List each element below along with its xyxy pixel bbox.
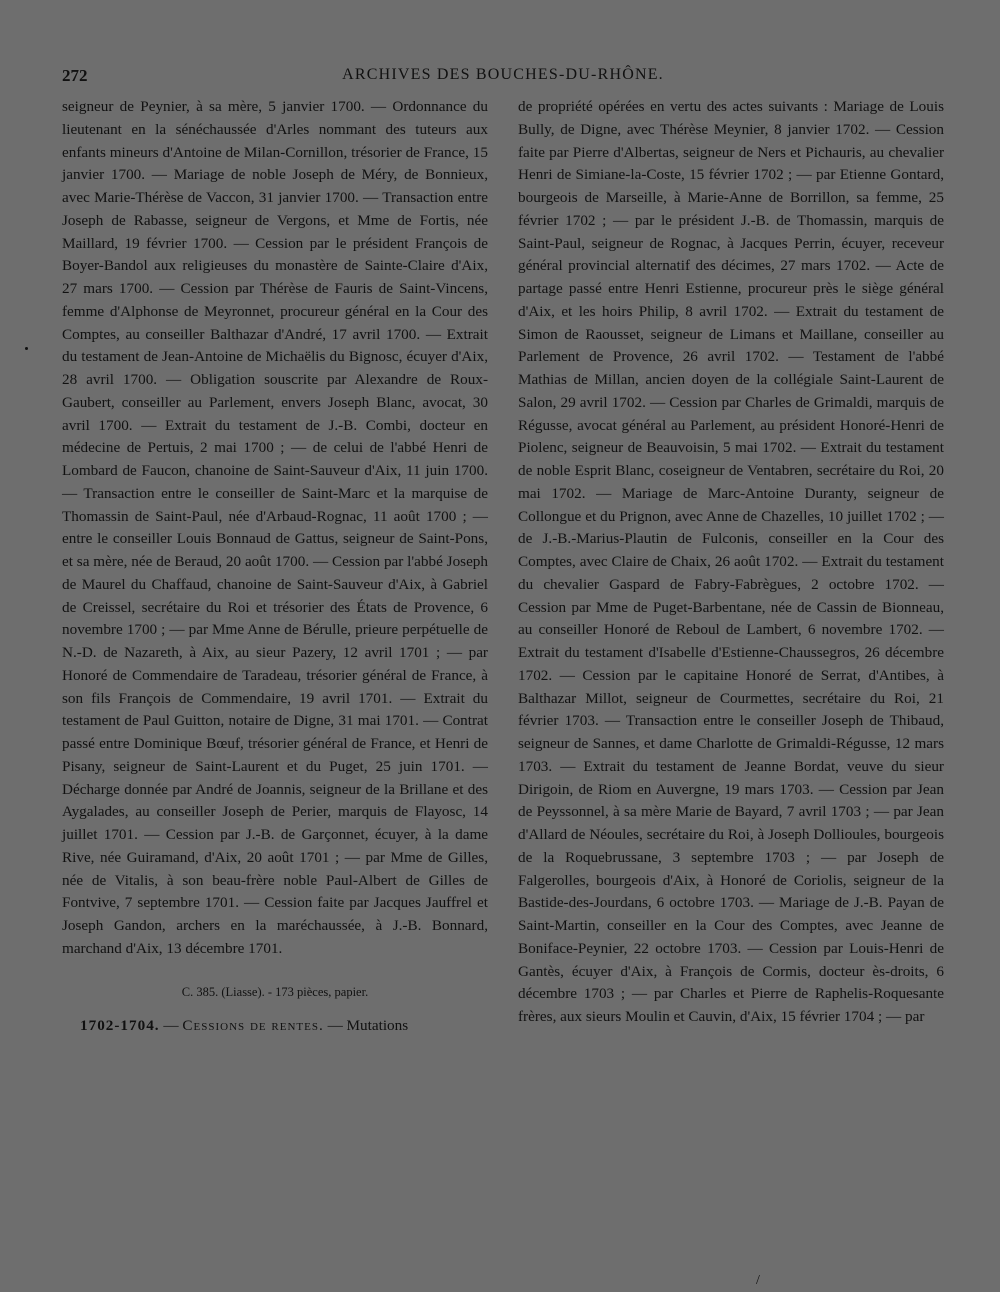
call-number: C. 385. (Liasse). - 173 pièces, papier. (181, 984, 369, 999)
page-header (62, 66, 944, 92)
margin-dot-mark (25, 347, 28, 350)
left-column-body: seigneur de Peynier, à sa mère, 5 janvier 1700. — Ordonnance du lieutenant en la sénéchaussée d'Arles nommant des tuteurs aux enfants mineurs d'Antoine de Milan-Cornillon, trésorier de France, 15 janvier 1700. — Mariage de noble Joseph de Méry, de Bonnieux, avec Marie-Thérèse de Vaccon, 31 janvier 1700. — Transaction entre Joseph de Rabasse, seigneur de Vergons, et Mme de Fortis, née Maillard, 19 février 1700. — Cession par le président François de Boyer-Bandol aux religieuses du monastère de Sainte-Claire d'Aix, 27 mars 1700. — Cession par Thérèse de Fauris de Saint-Vincens, femme d'Alphonse de Meyronnet, procureur général en la Cour des Comptes, au conseiller Balthazar d'André, 17 avril 1700. — Extrait du testament de Jean-Antoine de Michaëlis du Bignosc, écuyer d'Aix, 28 avril 1700. — Obligation souscrite par Alexandre de Roux-Gaubert, conseiller au Parlement, envers Joseph Blanc, avocat, 30 avril 1700. — Extrait du testament de J.-B. Combi, docteur en médecine de Pertuis, 2 mai 1700 ; — de celui de l'abbé Henri de Lombard de Faucon, chanoine de Saint-Sauveur d'Aix, 11 juin 1700. — Transaction entre le conseiller de Saint-Marc et la marquise de Thomassin de Saint-Paul, née d'Arbaud-Rognac, 11 août 1700 ; — entre le conseiller Louis Bonnaud de Gattus, seigneur de Saint-Pons, et sa mère, née de Beraud, 20 août 1700. — Cession par l'abbé Joseph de Maurel du Chaffaud, chanoine de Saint-Sauveur d'Aix, à Gabriel de Creissel, secrétaire du Roi et trésorier des États de Provence, 6 novembre 1700 ; — par Mme Anne de Bérulle, prieure perpétuelle de N.-D. de Nazareth, à Aix, au sieur Pazery, 12 avril 1701 ; — par Honoré de Commendaire de Taradeau, trésorier général de France, à son fils François de Commendaire, 19 avril 1701. — Extrait du testament de Paul Guitton, notaire de Digne, 31 mai 1701. — Contrat passé entre Dominique Bœuf, trésorier général de France, et Henri de Pisany, seigneur de Saint-Laurent et du Puget, 25 juin 1701. — Décharge donnée par André de Joannis, seigneur de la Brillane et des Aygalades, au conseiller Joseph de Perier, marquis de Flayosc, 14 juillet 1701. — Cession par J.-B. de Garçonnet, écuyer, à la dame Rive, née Guiramand, d'Aix, 20 août 1701 ; — par Mme de Gilles, née de Vitalis, à son beau-frère noble Paul-Albert de Gilles de Fontvive, 7 septembre 1701. — Cession faite par Jacques Jauffrel et Joseph Gandon, archers en la maréchaussée, à J.-B. Bonnard, marchand d'Aix, 13 décembre 1701. (62, 98, 488, 957)
section-dash: — (159, 1016, 183, 1034)
section-dates: 1702-1704. (80, 1016, 160, 1034)
right-column-body: de propriété opérées en vertu des actes suivants : Mariage de Louis Bully, de Digne, avec Thérèse Meynier, 8 janvier 1702. — Cession faite par Pierre d'Albertas, seigneur de Ners et Pichauris, au chevalier Henri de Simiane-la-Coste, 15 février 1702 ; — par Etienne Gontard, bourgeois de Marseille, à Marie-Anne de Borrillon, sa femme, 25 février 1702 ; — par le président J.-B. de Thomassin, marquis de Saint-Paul, seigneur de Rognac, à Jacques Perrin, écuyer, receveur général provincial alternatif des décimes, 27 mars 1702. — Acte de partage passé entre Henri Estienne, procureur près le siège général d'Aix, et les hoirs Philip, 8 avril 1702. — Extrait du testament de Simon de Raousset, seigneur de Limans et Maillane, conseiller au Parlement de Provence, 26 avril 1702. — Testament de l'abbé Mathias de Millan, ancien doyen de la collégiale Saint-Laurent de Salon, 29 avril 1702. — Cession par Charles de Grimaldi, marquis de Régusse, avocat général au Parlement, au président Honoré-Henri de Piolenc, seigneur de Beauvoisin, 5 mai 1702. — Extrait du testament de noble Esprit Blanc, coseigneur de Ventabren, secrétaire du Roi, 20 mai 1702. — Mariage de Marc-Antoine Duranty, seigneur de Collongue et du Prignon, avec Anne de Chazelles, 10 juillet 1702 ; — de J.-B.-Marius-Plautin de Fulconis, conseiller en la Cour des Comptes, avec Claire de Chaix, 26 août 1702. — Extrait du testament du chevalier Gaspard de Fabry-Fabrègues, 2 octobre 1702. — Cession par Mme de Puget-Barbentane, née de Cassin de Bionneau, au conseiller Honoré de Reboul de Lambert, 6 novembre 1702. — Extrait du testament d'Isabelle d'Estienne-Chaussegros, 26 décembre 1702. — Cession par le capitaine Honoré de Serrat, d'Antibes, à Balthazar Millot, seigneur de Courmettes, secrétaire du Roi, 21 février 1703. — Transaction entre le conseiller Joseph de Thibaud, seigneur de Sannes, et dame Charlotte de Grimaldi-Régusse, 12 mars 1703. — Extrait du testament de Jeanne Bordat, veuve du sieur Dirigoin, de Riom en Auvergne, 19 mars 1703. — Cession par Jean de Peyssonnel, à sa mère Marie de Bayard, 7 avril 1703 ; — par Jean d'Allard de Néoules, secrétaire du Roi, à Joseph Dollioules, bourgeois de la Roquebrussane, 3 septembre 1703 ; — par Joseph de Falgerolles, bourgeois d'Aix, à Honoré de Coriolis, seigneur de la Bastide-des-Jourdans, 6 octobre 1703. — Mariage de J.-B. Payan de Saint-Martin, conseiller en la Cour des Comptes, avec Jeanne de Boniface-Peynier, 22 octobre 1703. — Cession par Louis-Henri de Gantès, écuyer d'Aix, à François de Cormis, docteur ès-droits, 6 décembre 1703 ; — par Charles et Pierre de Raphelis-Roquesante frères, aux sieurs Moulin et Cauvin, d'Aix, 15 février 1704 ; — par (518, 98, 944, 1025)
right-column (518, 96, 944, 1029)
page-number: 272 (62, 66, 88, 85)
section-opening: — Mutations (323, 1016, 409, 1034)
left-column (62, 96, 488, 1037)
section-heading (62, 1015, 488, 1038)
running-title: ARCHIVES DES BOUCHES-DU-RHÔNE. (342, 66, 664, 83)
section-title: Cessions de rentes. (182, 1016, 324, 1034)
bottom-stray-mark: / (756, 1273, 760, 1288)
